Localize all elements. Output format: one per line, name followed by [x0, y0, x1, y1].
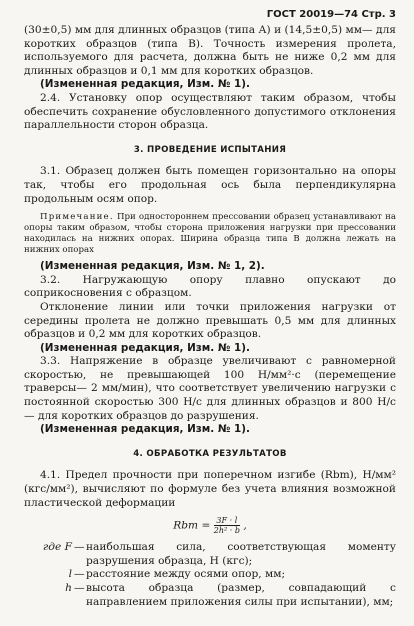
paragraph-deviation: Отклонение линии или точки приложения нагрузки от середины пролета не должно превышать 0,5 мм для длинных образцов и 0,2 мм для коротких образцов.	[24, 300, 396, 341]
where-label	[24, 541, 74, 568]
def-text-F: наибольшая сила, соответствующая моменту разрушения образца, Н (кгс);	[86, 541, 396, 567]
formula-numerator: 3F · l	[214, 516, 240, 526]
paragraph-3-2: 3.2. Нагружающую опору плавно опускают до соприкосновения с образцом.	[24, 273, 396, 300]
note-label: Примечание.	[40, 212, 114, 223]
note-block	[24, 212, 396, 256]
def-dash: —	[74, 568, 85, 581]
section-heading-4: 4. ОБРАБОТКА РЕЗУЛЬТАТОВ	[133, 448, 287, 459]
def-var-l: l	[68, 568, 72, 581]
revision-note-3: (Измененная редакция, Изм. № 1).	[40, 341, 250, 354]
def-text-h: высота образца (размер, совпадающий с направлением приложения силы при испытании), мм;	[86, 582, 396, 608]
paragraph-3-1: 3.1. Образец должен быть помещен горизонтально на опоры так, чтобы его продольная ось была перпендикулярна продольным осям опор.	[24, 165, 396, 205]
formula-fraction	[214, 516, 240, 535]
def-var-h: h	[65, 582, 72, 594]
paragraph-4-1: 4.1. Предел прочности при поперечном изгибе (Rbm), Н/мм² (кгс/мм²), вычисляют по формуле без учета влияния возможной пластической деформации	[24, 469, 396, 509]
formula-tail: ,	[243, 519, 247, 532]
def-text-l: расстояние между осями опор, мм;	[86, 568, 286, 581]
where-word: где	[42, 541, 62, 554]
paragraph-span-tolerance: (30±0,5) мм для длинных образцов (типа А) и (14,5±0,5) мм— для коротких образцов (типа В). Точность измерения пролета, используемого для расчета, должна быть не ниже 0,2 мм для длинных образцов и 0,1 мм для коротких образцов.	[24, 24, 396, 77]
section-heading-3: 3. ПРОВЕДЕНИЕ ИСПЫТАНИЯ	[133, 144, 287, 155]
paragraph-3-3: 3.3. Напряжение в образце увеличивают с равномерной скоростью, не превышающей 100 Н/мм²·с (перемещение траверсы— 2 мм/мин), что соответствует увеличению нагрузки с постоянной скоростью 300 Н/с для длинных образцов и 800 Н/с — для коротких образцов до разрушения.	[24, 355, 396, 422]
formula-lhs: Rbm =	[173, 519, 211, 532]
variable-definitions	[24, 541, 396, 609]
formula-denominator: 2h² · b	[213, 526, 240, 536]
page-header: ГОСТ 20019—74 Стр. 3	[266, 9, 396, 20]
def-dash: —	[74, 582, 85, 594]
note-text: При одностороннем прессовании образец устанавливают на опоры таким образом, чтобы сторона приложения нагрузки при прессовании находилась на нижних опорах. Ширина образца типа В должна лежать на нижних опорах	[24, 212, 396, 256]
revision-note-1: (Измененная редакция, Изм. № 1).	[40, 78, 250, 91]
def-dash: —	[74, 541, 85, 554]
formula-bending-strength	[24, 516, 396, 535]
revision-note-4: (Измененная редакция, Изм. № 1).	[40, 423, 250, 436]
revision-note-2: (Измененная редакция, Изм. № 1, 2).	[40, 260, 265, 273]
def-var-F: F	[64, 541, 72, 554]
paragraph-2-4: 2.4. Установку опор осуществляют таким образом, чтобы обеспечить сохранение обусловленного допустимого отклонения параллельности сторон образца.	[24, 91, 396, 132]
